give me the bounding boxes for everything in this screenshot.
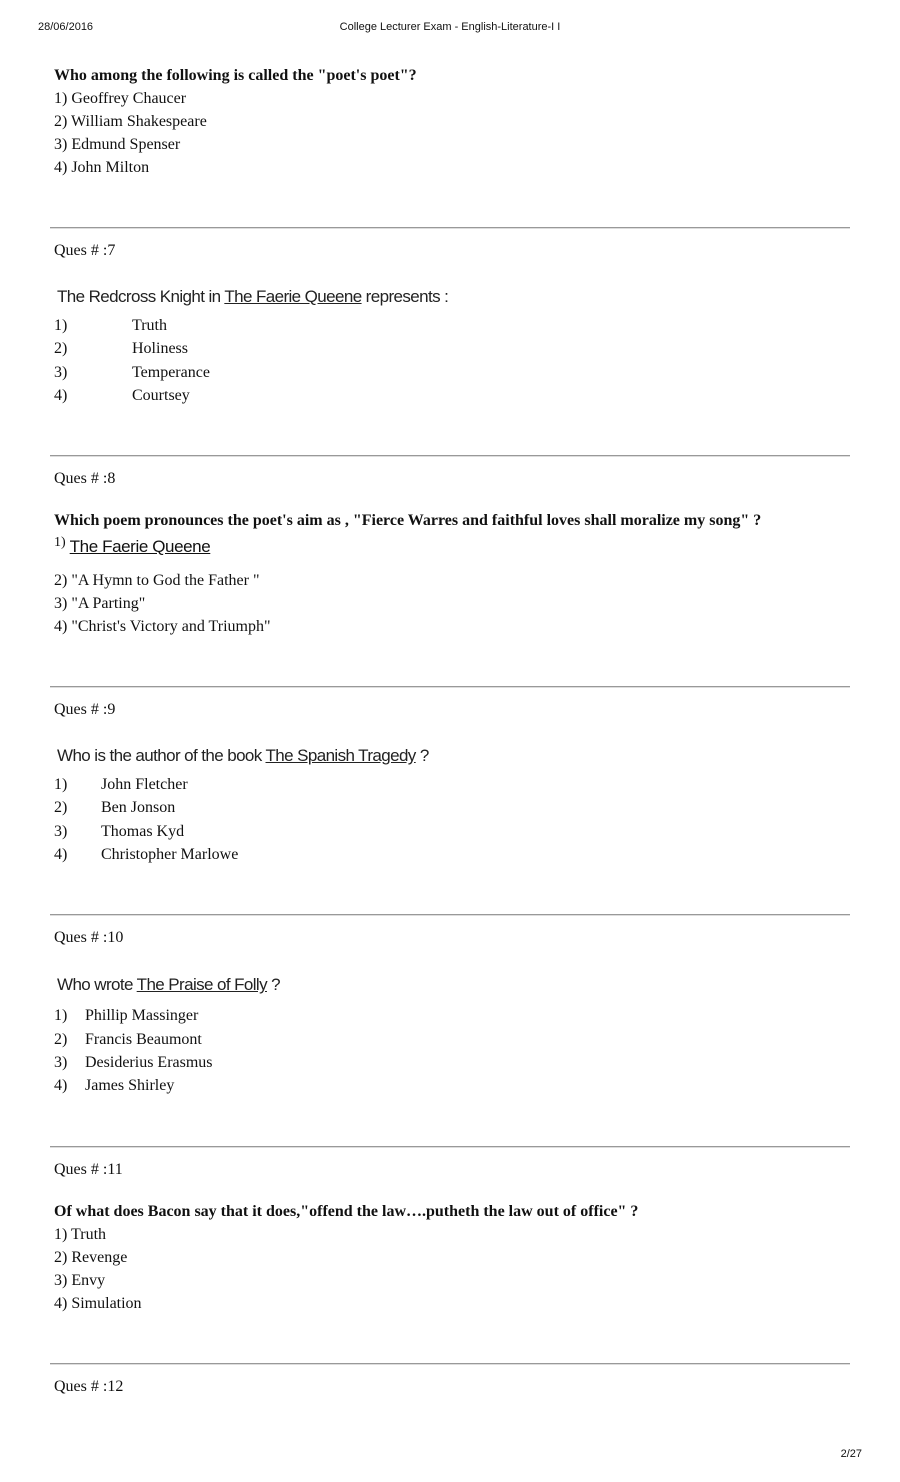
question-text-pre: Who wrote xyxy=(57,975,137,995)
option-text: The Faerie Queene xyxy=(69,537,211,557)
book-title: The Spanish Tragedy xyxy=(265,746,416,766)
option-text: Holiness xyxy=(132,340,188,358)
option-number: 1) xyxy=(54,317,68,334)
header-date: 28/06/2016 xyxy=(38,21,94,33)
option: 1) Geoffrey Chaucer xyxy=(54,90,187,107)
question-text: Of what does Bacon say that it does,"offend the law….putheth the law out of office" ? xyxy=(54,1202,639,1220)
question-number: Ques # :10 xyxy=(54,929,124,947)
option-text: Courtsey xyxy=(132,386,190,404)
question-text-pre: The Redcross Knight in xyxy=(57,287,225,306)
option: 4) "Christ's Victory and Triumph" xyxy=(54,618,271,636)
option-number: 1) xyxy=(54,776,68,794)
option-number: 2) xyxy=(54,340,68,358)
option-text: Ben Jonson xyxy=(101,799,176,817)
option: 4) John Milton xyxy=(54,159,150,176)
option-text: John Fletcher xyxy=(101,776,188,794)
option xyxy=(54,843,854,866)
option: 2) Revenge xyxy=(54,1248,128,1266)
question-number: Ques # :7 xyxy=(54,242,116,259)
option: 1) Truth xyxy=(54,1225,107,1243)
book-title: The Faerie Queene xyxy=(224,287,362,306)
option-text: Francis Beaumont xyxy=(85,1030,202,1048)
option-text: Temperance xyxy=(132,363,210,381)
question-text xyxy=(57,286,854,308)
question-number: Ques # :8 xyxy=(54,470,116,488)
option xyxy=(54,1004,854,1027)
option: 2) "A Hymn to God the Father " xyxy=(54,572,260,590)
question-number: Ques # :9 xyxy=(54,701,116,719)
option xyxy=(54,337,854,360)
option-text: Thomas Kyd xyxy=(101,822,185,840)
book-title: The Praise of Folly xyxy=(136,975,267,995)
option xyxy=(54,314,854,337)
question-text-pre: Who is the author of the book xyxy=(57,746,266,766)
question-11 xyxy=(54,1158,854,1315)
exam-content xyxy=(54,64,854,1398)
question-text xyxy=(57,974,854,996)
question-number: Ques # :12 xyxy=(54,1377,124,1395)
option xyxy=(54,1074,854,1097)
option xyxy=(54,361,854,384)
option-text: Truth xyxy=(132,317,167,334)
option-number: 2) xyxy=(54,799,68,817)
question-6 xyxy=(54,64,854,179)
question-text: Which poem pronounces the poet's aim as , "Fierce Warres and faithful loves shall moralize my song" ? xyxy=(54,512,762,530)
option xyxy=(54,1051,854,1074)
option-number: 3) xyxy=(54,822,68,840)
option: 3) "A Parting" xyxy=(54,595,146,613)
option-number: 2) xyxy=(54,1030,68,1048)
question-text xyxy=(57,745,854,767)
question-7 xyxy=(54,239,854,407)
option xyxy=(54,1028,854,1051)
option-number: 3) xyxy=(54,1053,68,1071)
option-number: 3) xyxy=(54,363,68,381)
option xyxy=(54,773,854,796)
option: 3) Envy xyxy=(54,1271,106,1289)
option xyxy=(54,384,854,407)
option-number: 4) xyxy=(54,1077,68,1095)
option-text: James Shirley xyxy=(85,1077,175,1095)
option-number: 1) xyxy=(54,1007,68,1025)
question-text: Who among the following is called the "poet's poet"? xyxy=(54,67,417,84)
option-number: 4) xyxy=(54,386,68,404)
option-number: 4) xyxy=(54,846,68,864)
option xyxy=(54,796,854,819)
question-number: Ques # :11 xyxy=(54,1160,123,1178)
header-title: College Lecturer Exam - English-Literature-I I xyxy=(339,21,561,33)
option-text: Desiderius Erasmus xyxy=(85,1053,213,1071)
option-number: 1) xyxy=(54,535,66,551)
question-text-post: ? xyxy=(415,746,429,766)
question-9 xyxy=(54,698,854,866)
option-text: Phillip Massinger xyxy=(85,1007,199,1025)
option: 2) William Shakespeare xyxy=(54,113,207,130)
option: 4) Simulation xyxy=(54,1294,142,1312)
question-8 xyxy=(54,467,854,638)
option xyxy=(54,532,854,559)
option: 3) Edmund Spenser xyxy=(54,136,181,153)
question-10 xyxy=(54,926,854,1097)
question-text-post: ? xyxy=(267,975,280,995)
question-text-post: represents : xyxy=(361,287,449,306)
page-number: 2/27 xyxy=(840,1448,862,1460)
option xyxy=(54,820,854,843)
question-12 xyxy=(54,1375,854,1398)
option-text: Christopher Marlowe xyxy=(101,846,239,864)
